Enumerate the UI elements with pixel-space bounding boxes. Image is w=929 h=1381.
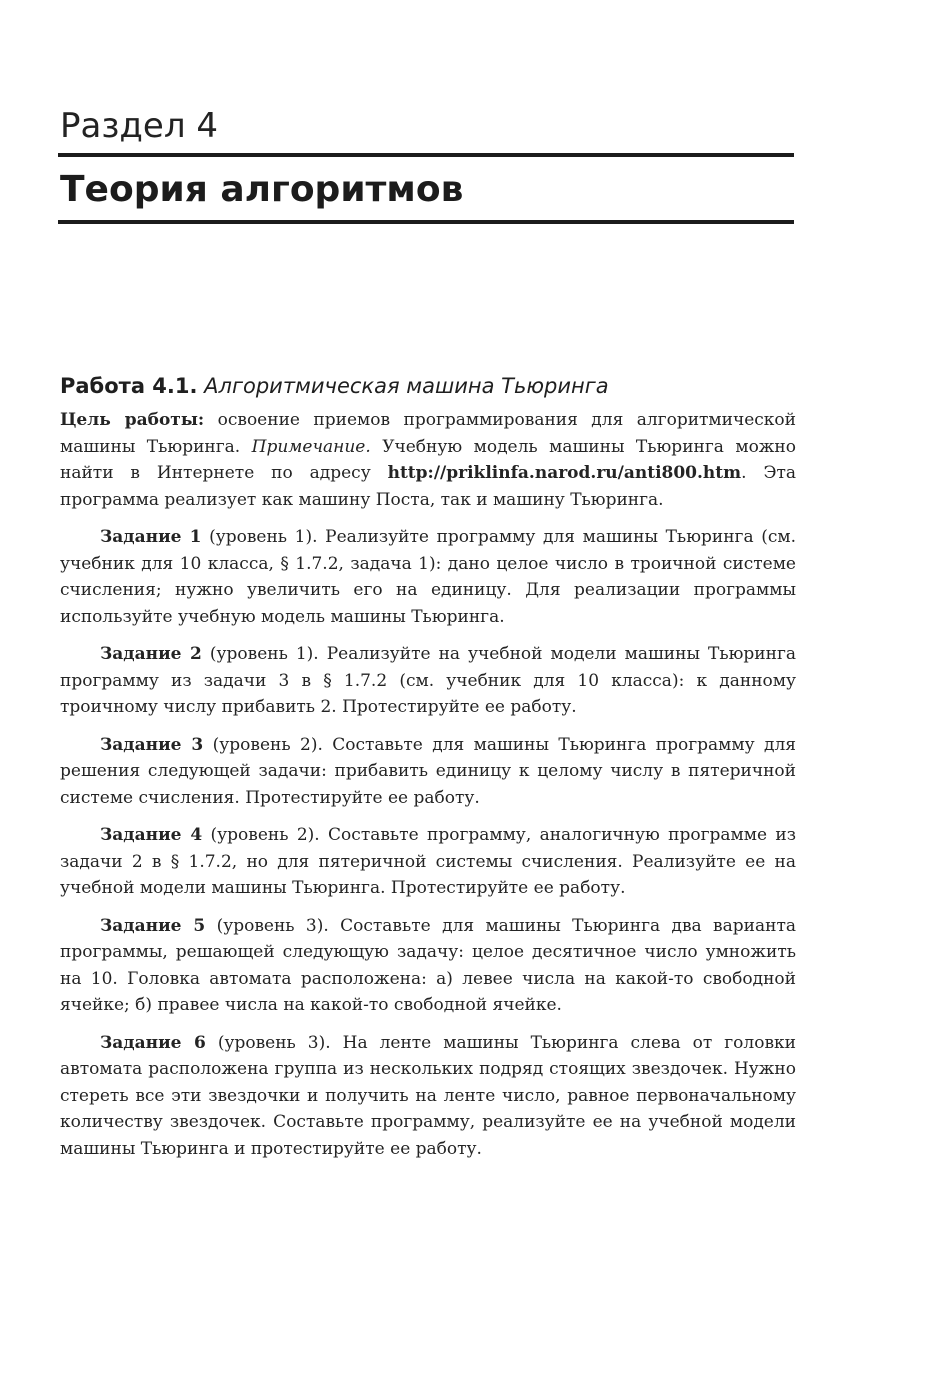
task-label: Задание 4 <box>100 825 203 845</box>
task-4 <box>60 822 796 902</box>
task-text: (уровень 2). Составьте программу, аналогичную программе из задачи 2 в § 1.7.2, но для пятеричной системы счисления. Реализуйте ее на учебной модели машины Тьюринга. Протестируйте ее работу. <box>60 825 796 898</box>
task-label: Задание 3 <box>100 734 204 755</box>
document-page <box>60 0 796 1381</box>
task-text: (уровень 3). На ленте машины Тьюринга слева от головки автомата расположена группа из нескольких подряд стоящих звездочек. Нужно стереть все эти звездочки и получить на ленте число, равное первоначальному количеству звездочек. Составьте программу, реализуйте ее на учебной модели машины Тьюринга и протестируйте ее работу. <box>60 1032 796 1159</box>
note-label: Примечание. <box>251 436 371 457</box>
goal-paragraph <box>60 407 796 513</box>
task-text: (уровень 1). Реализуйте программу для машины Тьюринга (см. учебник для 10 класса, § 1.7.2, задача 1): дано целое число в троичной системе счисления; нужно увеличить его на единицу. Для реализации программы используйте учебную модель машины Тьюринга. <box>60 527 796 627</box>
work-name: Алгоритмическая машина Тьюринга <box>204 374 609 398</box>
resource-url: http://priklinfa.narod.ru/anti800.htm <box>387 463 742 483</box>
task-text: (уровень 1). Реализуйте на учебной модели машины Тьюринга программу из задачи 3 в § 1.7.2 (см. учебник для 10 класса): к данному троичному числу прибавить 2. Протестируйте ее работу. <box>60 644 796 717</box>
goal-tail: . Эта программа реализует как машину Поста, так и машину Тьюринга. <box>60 463 796 510</box>
body-text <box>60 407 796 1173</box>
task-label: Задание 6 <box>100 1032 206 1053</box>
goal-label: Цель работы: <box>60 410 205 430</box>
chapter-title: Теория алгоритмов <box>60 169 464 210</box>
task-6 <box>60 1030 796 1163</box>
goal-text: освоение приемов программирования для алгоритмической машины Тьюринга. <box>60 410 796 457</box>
task-label: Задание 5 <box>100 915 206 936</box>
section-label: Раздел 4 <box>60 106 219 146</box>
task-text: (уровень 3). Составьте для машины Тьюринга два варианта программы, решающей следующую задачу: целое десятичное число умножить на 10. Головка автомата расположена: а) левее числа на какой-то свободной ячейке; б) правее числа на какой-то свободной ячейке. <box>60 915 796 1015</box>
top-rule <box>58 153 794 157</box>
task-label: Задание 2 <box>100 644 202 664</box>
task-1 <box>60 524 796 630</box>
note-text: Учебную модель машины Тьюринга можно найти в Интернете по адресу <box>60 436 797 483</box>
work-number: Работа 4.1. <box>60 374 198 398</box>
bottom-rule <box>58 220 794 224</box>
task-3 <box>60 732 796 812</box>
task-2 <box>60 641 796 721</box>
task-text: (уровень 2). Составьте для машины Тьюринга программу для решения следующей задачи: прибавить единицу к целому числу в пятеричной системе счисления. Протестируйте ее работу. <box>60 734 796 808</box>
task-5 <box>60 913 796 1019</box>
work-heading <box>60 372 609 400</box>
task-label: Задание 1 <box>100 527 202 547</box>
